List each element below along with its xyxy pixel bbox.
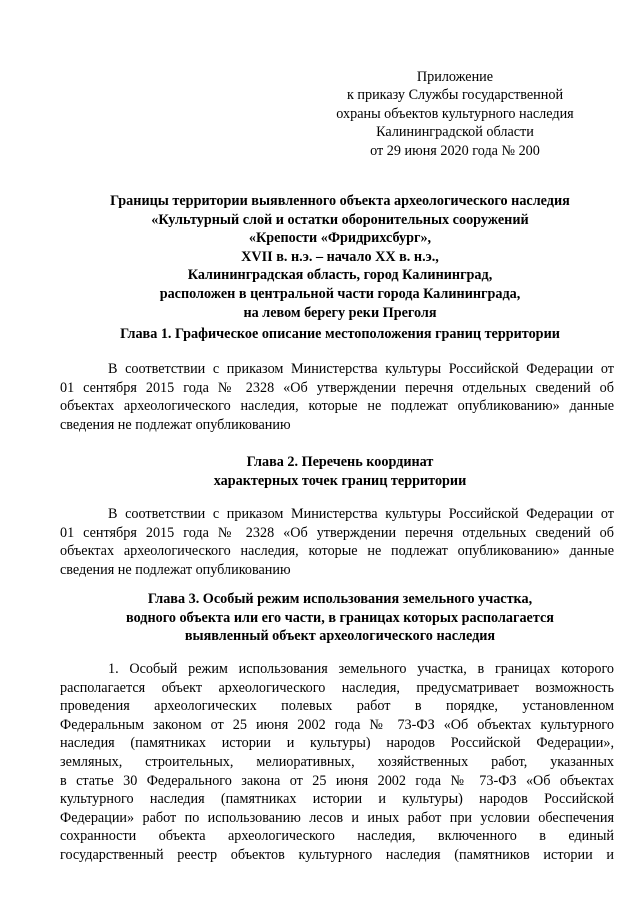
- heading-line: выявленный объект археологического наследия: [184, 628, 496, 645]
- paragraph-line: 01 сентября 2015 года № 2328 «Об утверждении перечня отдельных сведений об: [60, 524, 614, 541]
- appendix-line: охраны объектов культурного наследия: [336, 105, 574, 122]
- paragraph-line: культурного наследия (памятниках истории и культуры) народов Российской: [60, 791, 614, 808]
- paragraph-line: 1. Особый режим использования земельного участка, в границах которого: [108, 661, 614, 677]
- paragraph-line: 01 сентября 2015 года № 2328 «Об утверждении перечня отдельных сведений об: [60, 379, 614, 396]
- paragraph-line: наследия (памятниках истории и культуры) народов Российской Федерации»,: [60, 735, 614, 752]
- paragraph-line: сохранности объекта археологического наследия, включенного в единый: [60, 828, 614, 845]
- title-line: Границы территории выявленного объекта археологического наследия: [110, 193, 570, 209]
- title-line: «Крепости «Фридрихсбург»,: [248, 230, 432, 247]
- heading-line: Глава 3. Особый режим использования земельного участка,: [147, 591, 533, 607]
- chapter-1-heading: [60, 325, 620, 344]
- chapter-2-heading: [60, 453, 620, 490]
- paragraph-line: Федеральным законом от 25 июня 2002 года № 73-ФЗ «Об объектах культурного: [60, 716, 614, 733]
- paragraph-line: проведения археологических полевых работ в порядке, установленном: [60, 698, 614, 715]
- title-line: Калининградская область, город Калининград,: [187, 267, 493, 284]
- heading-line: водного объекта или его части, в границах которых располагается: [126, 609, 554, 626]
- paragraph-line: располагается объект археологического наследия, предусматривает возможность: [60, 679, 614, 696]
- title-line: XVII в. н.э. – начало XX в. н.э.,: [241, 248, 439, 265]
- title-line: «Культурный слой и остатки оборонительных сооружений: [151, 211, 529, 228]
- chapter-3-paragraph: [60, 660, 614, 865]
- chapter-3-heading: [60, 590, 620, 646]
- appendix-block: [300, 68, 610, 160]
- chapter-1-paragraph: [60, 360, 614, 434]
- appendix-line: Приложение: [416, 69, 494, 85]
- title-line: на левом берегу реки Преголя: [243, 304, 437, 321]
- heading-line: Глава 2. Перечень координат: [246, 454, 434, 470]
- paragraph-line: сведения не подлежат опубликованию: [60, 416, 291, 433]
- heading-line: характерных точек границ территории: [213, 472, 467, 489]
- paragraph-line: объектах археологического наследия, которые не подлежат опубликованию» данные: [60, 398, 614, 415]
- paragraph-line: В соответствии с приказом Министерства культуры Российской Федерации от: [108, 361, 614, 377]
- paragraph-line: государственный реестр объектов культурного наследия (памятников истории и: [60, 846, 614, 863]
- paragraph-line: объектах археологического наследия, которые не подлежат опубликованию» данные: [60, 543, 614, 560]
- appendix-line: от 29 июня 2020 года № 200: [370, 142, 540, 159]
- paragraph-line: сведения не подлежат опубликованию: [60, 561, 291, 578]
- document-title: [60, 192, 620, 322]
- paragraph-line: земляных, строительных, мелиоративных, хозяйственных работ, указанных: [60, 753, 614, 770]
- paragraph-line: в статье 30 Федерального закона от 25 июня 2002 года № 73-ФЗ «Об объектах: [60, 772, 614, 789]
- appendix-line: к приказу Службы государственной: [346, 87, 564, 104]
- title-line: расположен в центральной части города Калининграда,: [159, 285, 521, 302]
- chapter-2-paragraph: [60, 505, 614, 579]
- appendix-line: Калининградской области: [376, 124, 534, 141]
- paragraph-line: В соответствии с приказом Министерства культуры Российской Федерации от: [108, 506, 614, 522]
- heading-line: Глава 1. Графическое описание местоположения границ территории: [120, 326, 560, 342]
- paragraph-line: Федерации» работ по использованию лесов и иных работ при условии обеспечения: [60, 809, 614, 826]
